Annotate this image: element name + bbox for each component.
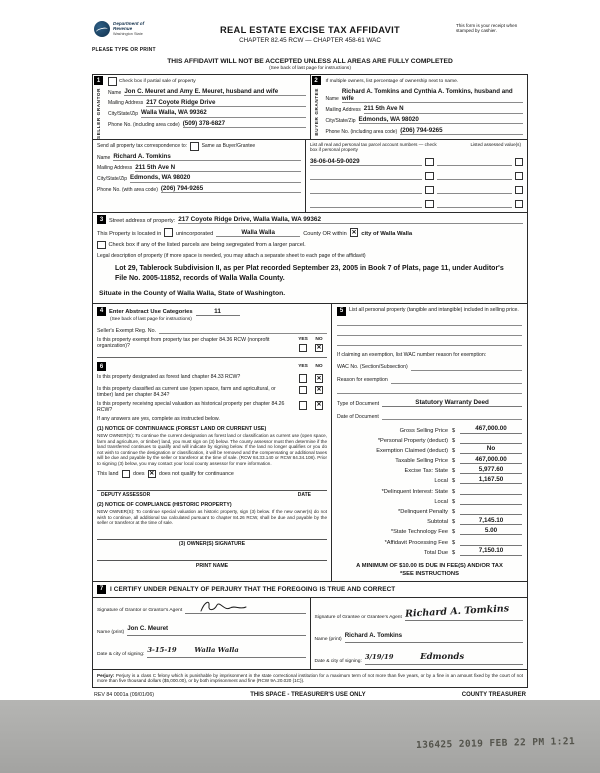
tax-line-label: *Delinquent Interest: State [381, 488, 448, 495]
please-type-or-print-label: PLEASE TYPE OR PRINT [92, 47, 156, 53]
corr-phone-label: Phone No. (with area code) [97, 186, 158, 193]
tax-line-subtotal [337, 515, 522, 525]
land-pre-label: This land [97, 470, 119, 477]
same-as-buyer-checkbox[interactable] [190, 142, 199, 151]
dollar-sign: $ [452, 529, 456, 536]
receipt-stamp: 136425 2019 FEB 22 PM 1:21 [415, 736, 576, 751]
banner-see-back-note: (See back of last page for instructions) [269, 66, 351, 71]
buyer-name-value[interactable]: Richard A. Tomkins and Cynthia A. Tomkins, husband and wife [342, 88, 523, 103]
seller-side-label: SELLER GRANTOR [96, 88, 101, 139]
exempt-no-checkbox[interactable] [315, 344, 324, 353]
dollar-sign: $ [452, 427, 456, 434]
if-yes-instruction: If any answers are yes, complete as instructed below. [97, 416, 220, 423]
county-or-within-label: County OR within [303, 230, 347, 237]
tax-line-excise-local [337, 474, 522, 484]
corr-name-row [97, 153, 301, 161]
grantor-name-label: Name (print) [97, 630, 125, 636]
parcel-number-value[interactable] [310, 186, 422, 194]
seller-mailing-row [108, 99, 306, 107]
partial-sale-checkbox[interactable] [108, 77, 117, 86]
see-instructions-note: *SEE INSTRUCTIONS [400, 570, 459, 577]
grantor-signature-row [97, 602, 306, 614]
notice-1-body: NEW OWNER(S): To continue the current designation as forest land or classification as current use (open space, farm and agriculture, or timber) land, you must sign on (3) below. The county assessor must then determine if the land transferred continues to qualify and will indicate by signing below. If the land no longer qualifies or you do not wish to continue the designation or classification, it will be removed and the compensating or additional taxes will be due and payable by the seller or transferor at the time of sale. (RCW 84.33.140 or RCW 84.34.108). Prior to signing (3) below, you may contact your local county assessor for more information. [97, 433, 328, 466]
personal-property-header [337, 307, 522, 316]
county-treasurer-label: COUNTY TREASURER [461, 691, 526, 698]
certify-number-badge: 7 [97, 585, 106, 594]
grantee-name-row [315, 624, 524, 643]
tax-line-value[interactable]: 467,000.00 [460, 425, 522, 434]
tax-line-label: Taxable Selling Price [395, 458, 448, 465]
buyer-phone-label: Phone No. (including area code) [325, 128, 398, 135]
abstract-number-badge: 4 [97, 307, 106, 316]
exempt-reg-row [97, 326, 327, 334]
abstract-use-label: Enter Abstract Use Categories [109, 309, 193, 316]
doc-type-row [337, 399, 522, 408]
segregated-label: Check box if any of the listed parcels are being segregated from a larger parcel. [108, 242, 306, 249]
same-as-buyer-label: Same as Buyer/Grantee [201, 143, 256, 150]
completion-banner: THIS AFFIDAVIT WILL NOT BE ACCEPTED UNLESS ALL AREAS ARE FULLY COMPLETED [167, 58, 453, 65]
seller-csz-label: City/State/Zip [108, 111, 139, 118]
street-address-value[interactable]: 217 Coyote Ridge Drive, Walla Walla, WA 99362 [178, 216, 523, 225]
tax-line-exemption-claimed [337, 444, 522, 454]
tax-line-label: Local [434, 478, 448, 485]
grantor-name-row [97, 617, 306, 636]
tax-line-total-due [337, 546, 522, 556]
notice-2-title: (2) NOTICE OF COMPLIANCE (HISTORIC PROPERTY) [97, 502, 232, 509]
parcel-number-value[interactable] [310, 172, 422, 180]
grantee-name-field[interactable] [345, 624, 523, 643]
located-in-row [97, 228, 523, 237]
yes-label: YES [298, 337, 308, 343]
wac-field[interactable] [411, 363, 522, 371]
segregated-row [97, 241, 523, 250]
exempt-yes-column [295, 337, 311, 352]
dollar-sign: $ [452, 519, 456, 526]
form-box [92, 74, 528, 688]
deputy-assessor-row [97, 490, 327, 498]
doc-type-label: Type of Document [337, 400, 380, 407]
parcel-list-header: List all real and personal tax parcel account numbers — check box if personal property [309, 142, 437, 153]
yes-label: YES [298, 364, 308, 370]
grantor-name-value: Jon C. Meuret [127, 624, 169, 632]
assessed2-checkbox[interactable] [515, 172, 524, 181]
perjury-text: Perjury is a class C felony which is punishable by imprisonment in the state correctional institution for a maximum term of not more than five years, or by a fine in an amount fixed by the court of not more than five thousand dollars ($5,000.00), or by both imprisonment and fine (RCW 9A.20.020 (1C)). [97, 672, 524, 684]
notice-2-body: NEW OWNER(S): To continue special valuation as historic property, sign (3) below. If the new owner(s) do not wish to continue, all additional tax calculated pursuant to chapter 84.26 RCW, shall be due and payable by the seller or transferor at the time of sale. [97, 509, 328, 526]
tax-line-value[interactable] [460, 496, 522, 505]
tax-line-technology-fee [337, 525, 522, 535]
notice-1-title: (1) NOTICE OF CONTINUANCE (FOREST LAND OR CURRENT USE) [97, 426, 267, 433]
seller-phone-value[interactable]: (509) 378-6827 [183, 120, 306, 128]
grantor-date-row [97, 639, 306, 658]
buyer-csz-label: City/State/Zip [325, 117, 356, 124]
grantee-date-value: 3/19/19 [364, 652, 394, 661]
land-does-not-label: does not qualify for continuance [159, 470, 234, 477]
buyer-section [311, 75, 528, 139]
dollar-sign: $ [452, 498, 456, 505]
perjury-note [93, 670, 527, 687]
dor-logo-text [113, 21, 144, 37]
forest-q2-no-checkbox[interactable] [315, 386, 324, 395]
logo-line1: Department of [113, 21, 145, 26]
city-of-label: city of Walla Walla [361, 230, 413, 237]
tax-line-label: Local [434, 498, 448, 505]
dollar-sign: $ [452, 468, 456, 475]
reason-field-2[interactable] [337, 384, 522, 394]
dollar-sign: $ [452, 478, 456, 485]
reason-label: Reason for exemption [337, 377, 388, 384]
reason-field[interactable] [391, 376, 522, 384]
tax-line-value[interactable]: 5.00 [460, 527, 522, 536]
signatures-row [93, 598, 527, 670]
tax-line-value[interactable]: 7,150.10 [460, 547, 522, 556]
unincorporated-label: unincorporated [175, 230, 214, 237]
buyer-phone-row [326, 127, 524, 135]
multiple-owners-note: If multiple owners, list percentage of ownership next to name. [325, 78, 459, 84]
dor-logo [94, 21, 144, 37]
treasurer-space-label: THIS SPACE - TREASURER'S USE ONLY [250, 691, 366, 698]
wac-label: WAC No. (Section/Subsection) [337, 364, 408, 371]
grantor-date-value: 3-15-19 [147, 645, 177, 654]
parcel2-personal-checkbox[interactable] [425, 172, 434, 181]
tax-line-delinquent-interest-local [337, 495, 522, 505]
parcels-section [306, 140, 527, 212]
send-correspondence-label: Send all property tax correspondence to: [97, 143, 188, 150]
parcel-number-value[interactable] [310, 200, 422, 208]
grantee-signature-row [315, 602, 524, 621]
seller-name-value[interactable]: Jon C. Meuret and Amy E. Meuret, husband and wife [124, 88, 305, 96]
seller-mailing-value[interactable]: 217 Coyote Ridge Drive [146, 99, 305, 107]
tax-line-value[interactable] [460, 486, 522, 495]
forest-q3-yes-checkbox[interactable] [299, 401, 308, 410]
city-checkbox[interactable] [350, 228, 359, 237]
footer-row [92, 692, 528, 698]
parcel3-personal-checkbox[interactable] [425, 186, 434, 195]
assessed-value-field[interactable] [437, 172, 512, 180]
tax-line-delinquent-interest-state [337, 484, 522, 494]
parcels-headers [310, 142, 523, 152]
corr-csz-row [97, 174, 301, 182]
assessed1-checkbox[interactable] [515, 158, 524, 167]
tax-line-value[interactable]: 7,145.10 [460, 517, 522, 526]
tax-line-value[interactable]: 5,977.60 [460, 466, 522, 475]
partial-sale-row [108, 77, 306, 86]
tax-line-delinquent-penalty [337, 505, 522, 515]
exempt-no-column [311, 337, 327, 352]
date-label: DATE [297, 492, 312, 499]
forest-number-badge: 6 [97, 362, 106, 371]
corr-phone-row [97, 185, 301, 193]
exemption-intro: If claiming an exemption, list WAC number reason for exemption: [337, 351, 487, 358]
main-columns [93, 304, 527, 582]
certification-row [93, 582, 527, 598]
perjury-label: Perjury: [97, 672, 115, 678]
grantee-date-label: Date & city of signing: [314, 659, 362, 665]
left-column-divider [97, 357, 327, 358]
legal-description-text: Lot 29, Tablerock Subdivision II, as per Plat recorded September 23, 2005 in Book 7 of Plats, page 11, under Auditor's File No. 2005-11852, records of Walla Walla County. [115, 265, 504, 282]
tax-table [337, 423, 522, 555]
personal-property-field[interactable] [337, 326, 522, 336]
certification-statement: I CERTIFY UNDER PENALTY OF PERJURY THAT THE FOREGOING IS TRUE AND CORRECT [110, 585, 396, 593]
street-address-label: Street address of property: [109, 217, 176, 224]
owners-signature-line[interactable]: (3) OWNER(S) SIGNATURE [97, 539, 327, 548]
receipt-note: This form is your receipt when stamped by cashier. [456, 23, 518, 34]
left-column [93, 304, 332, 581]
land-qualify-row [97, 470, 327, 479]
scanner-background [0, 700, 600, 773]
parcel-row-3 [310, 186, 523, 195]
situate-line: Situate in the County of Walla Walla, State of Washington. [99, 289, 286, 297]
buyer-csz-row [326, 116, 524, 124]
tax-line-value[interactable] [460, 435, 522, 444]
right-column [332, 304, 527, 581]
grantee-date-field[interactable] [365, 646, 523, 665]
grantor-signature-scribble [197, 599, 249, 614]
doc-date-label: Date of Document [337, 413, 379, 420]
form-content [92, 20, 528, 698]
seller-csz-value[interactable]: Walla Walla, WA 99362 [141, 109, 305, 117]
seller-phone-row [108, 120, 306, 128]
forest-question-1 [97, 374, 327, 383]
grantor-date-field[interactable] [147, 639, 305, 658]
personal-property-field[interactable] [337, 316, 522, 326]
grantor-date-label: Date & city of signing: [97, 652, 145, 658]
tax-line-processing-fee [337, 535, 522, 545]
tax-line-taxable [337, 454, 522, 464]
land-does-label: does [133, 470, 145, 477]
grantee-signature-value: Richard A. Tomkins [404, 603, 510, 620]
tax-line-label: Subtotal [427, 519, 448, 526]
buyer-strip [311, 75, 322, 139]
abstract-see-back-note: (See back of last page for instructions) [110, 317, 192, 323]
form-revision-number: REV 84 0001a (09/01/06) [94, 691, 155, 698]
no-label: NO [315, 364, 323, 370]
form-chapter: CHAPTER 82.45 RCW — CHAPTER 458-61 WAC [239, 36, 381, 44]
tax-line-label: *Delinquent Penalty [398, 509, 448, 516]
tax-line-label: Gross Selling Price [399, 427, 448, 434]
parcel4-personal-checkbox[interactable] [425, 200, 434, 209]
assessed4-checkbox[interactable] [515, 200, 524, 209]
buyer-side-label: BUYER GRANTEE [313, 88, 319, 136]
form-header [92, 20, 528, 56]
forest-q2-text: Is this property classified as current use (open space, farm and agricultural, or timber) land per chapter 84.34? [97, 385, 276, 398]
tax-line-value[interactable] [460, 537, 522, 546]
corr-csz-label: City/State/Zip [97, 176, 128, 183]
parcel-row-2 [310, 172, 523, 181]
corr-name-value[interactable]: Richard A. Tomkins [113, 153, 301, 161]
correspondence-parcels-row [93, 140, 527, 213]
grantee-signature-column [311, 598, 528, 669]
tax-line-value[interactable]: 467,000.00 [460, 456, 522, 465]
minimum-due-note: A MINIMUM OF $10.00 IS DUE IN FEE(S) AND/OR TAX [356, 562, 503, 569]
grantor-signature-column [93, 598, 311, 669]
property-number-badge: 3 [97, 215, 106, 224]
corr-name-label: Name [97, 154, 111, 161]
tax-line-label: Exemption Claimed (deduct) [376, 447, 448, 454]
assessed-values-header: Listed assessed value(s) [470, 142, 521, 148]
unincorporated-checkbox[interactable] [164, 228, 173, 237]
logo-sub: Washington State [113, 32, 143, 36]
tax-line-label: *Personal Property (deduct) [377, 437, 448, 444]
seller-mailing-label: Mailing Address [108, 100, 144, 107]
partial-sale-label: Check box if partial sale of property [119, 78, 196, 84]
buyer-phone-value[interactable]: (206) 794-9265 [400, 127, 523, 135]
exempt-reg-label: Seller's Exempt Reg. No. [97, 328, 157, 335]
forest-q1-yes-checkbox[interactable] [299, 374, 308, 383]
print-name-line[interactable]: PRINT NAME [97, 560, 327, 569]
buyer-name-label: Name [325, 96, 339, 103]
exempt-question-text: Is this property exempt from property tax per chapter 84.36 RCW (nonprofit organization)? [97, 337, 270, 350]
doc-date-row [337, 412, 522, 420]
assessed-value-field[interactable] [437, 200, 512, 208]
wac-row [337, 363, 522, 371]
corr-mailing-row [97, 164, 301, 172]
grantor-name-field[interactable] [127, 617, 305, 636]
correspondence-section [93, 140, 306, 212]
exempt-yes-checkbox[interactable] [299, 344, 308, 353]
assessed-value-field[interactable] [437, 158, 512, 166]
parcel1-personal-checkbox[interactable] [425, 158, 434, 167]
exempt-question-row [97, 337, 327, 352]
tax-line-personal-deduct [337, 434, 522, 444]
dollar-sign: $ [452, 549, 456, 556]
forest-q2-yes-checkbox[interactable] [299, 386, 308, 395]
personal-property-label: List all personal property (tangible and intangible) included in selling price. [349, 306, 519, 313]
property-section [93, 213, 527, 303]
tax-line-value[interactable] [460, 507, 522, 516]
grantee-date-row [315, 646, 524, 665]
seller-strip [93, 75, 104, 139]
assessed-value-field[interactable] [437, 186, 512, 194]
parcel-row-1 [310, 158, 523, 167]
tax-line-label: *State Technology Fee [390, 529, 448, 536]
tax-line-value[interactable]: No [460, 445, 522, 454]
deputy-assessor-label: DEPUTY ASSESSOR [101, 492, 151, 499]
located-in-label: This Property is located in [97, 230, 162, 237]
buyer-number-badge: 2 [312, 76, 321, 85]
dollar-sign: $ [452, 488, 456, 495]
land-does-not-checkbox[interactable] [148, 470, 157, 479]
buyer-name-row [326, 88, 524, 103]
tax-line-gross [337, 423, 522, 433]
parcel-number-value[interactable]: 36-06-04-59-0029 [310, 158, 422, 166]
seller-section [93, 75, 311, 139]
grantor-city-value: Walla Walla [194, 645, 239, 654]
forest-q3-text: Is this property receiving special valuation as historical property per chapter 84.26 RCW? [97, 401, 285, 414]
buyer-fields [322, 75, 528, 139]
assessed3-checkbox[interactable] [515, 186, 524, 195]
seller-phone-label: Phone No. (including area code) [108, 121, 180, 128]
corr-mailing-value[interactable]: 211 5th Ave N [135, 164, 301, 172]
buyer-csz-value[interactable]: Edmonds, WA 98020 [359, 116, 523, 124]
forest-q1-no-checkbox[interactable] [315, 374, 324, 383]
tax-line-label: Excise Tax: State [404, 468, 448, 475]
dollar-sign: $ [452, 447, 456, 454]
seller-csz-row [108, 109, 306, 117]
forest-question-3 [97, 401, 327, 413]
corr-csz-value[interactable]: Edmonds, WA 98020 [130, 174, 301, 182]
tax-line-excise-state [337, 464, 522, 474]
personal-property-field[interactable] [337, 336, 522, 346]
tax-line-value[interactable]: 1,167.50 [460, 476, 522, 485]
forest-header-row [97, 362, 327, 371]
parties-row [93, 75, 527, 140]
seller-name-label: Name [108, 89, 122, 96]
forest-q3-no-checkbox[interactable] [315, 401, 324, 410]
logo-line2: Revenue [113, 26, 133, 31]
forest-q1-text: Is this property designated as forest land chapter 84.33 RCW? [97, 374, 241, 381]
grantee-name-value: Richard A. Tomkins [344, 631, 403, 639]
corr-mailing-label: Mailing Address [97, 165, 133, 172]
grantee-signature-label: Signature of Grantee or Grantee's Agent [314, 615, 402, 621]
land-does-checkbox[interactable] [122, 470, 131, 479]
grantee-name-label: Name (print) [314, 637, 342, 643]
exempt-reg-field[interactable] [159, 326, 327, 334]
dollar-sign: $ [452, 458, 456, 465]
buyer-mailing-row [326, 105, 524, 113]
corr-phone-value[interactable]: (206) 794-9265 [161, 185, 301, 193]
form-title: REAL ESTATE EXCISE TAX AFFIDAVIT [220, 25, 400, 35]
grantor-signature-label: Signature of Grantor or Grantor's Agent [97, 608, 183, 614]
seller-fields [104, 75, 310, 139]
grantee-signature-field[interactable] [405, 602, 523, 621]
reason-row [337, 376, 522, 384]
dollar-sign: $ [452, 509, 456, 516]
dor-logo-icon [94, 21, 110, 37]
abstract-use-value[interactable]: 11 [196, 308, 240, 316]
buyer-mailing-label: Mailing Address [325, 107, 361, 114]
tax-line-label: Total Due [423, 549, 448, 556]
segregated-checkbox[interactable] [97, 241, 106, 250]
levy-number-badge: 5 [337, 307, 346, 316]
legal-description-label: Legal description of property (if more space is needed, you may attach a separate sheet to each page of the affidavit) [97, 253, 366, 260]
seller-name-row [108, 88, 306, 96]
buyer-mailing-value[interactable]: 211 5th Ave N [364, 105, 523, 113]
no-label: NO [315, 337, 323, 343]
county-value[interactable]: Walla Walla [216, 229, 300, 237]
grantor-signature-field[interactable] [185, 602, 305, 614]
tax-line-label: *Affidavit Processing Fee [384, 539, 448, 546]
dollar-sign: $ [452, 539, 456, 546]
street-address-row [97, 215, 523, 224]
doc-type-value[interactable]: Statutory Warranty Deed [382, 399, 522, 408]
grantee-city-value: Edmonds [420, 651, 465, 662]
forest-question-2 [97, 386, 327, 398]
correspondence-header [97, 142, 301, 151]
parcel-row-4 [310, 200, 523, 209]
dollar-sign: $ [452, 437, 456, 444]
seller-number-badge: 1 [94, 76, 103, 85]
doc-date-field[interactable] [382, 412, 522, 420]
abstract-use-row [97, 307, 327, 316]
